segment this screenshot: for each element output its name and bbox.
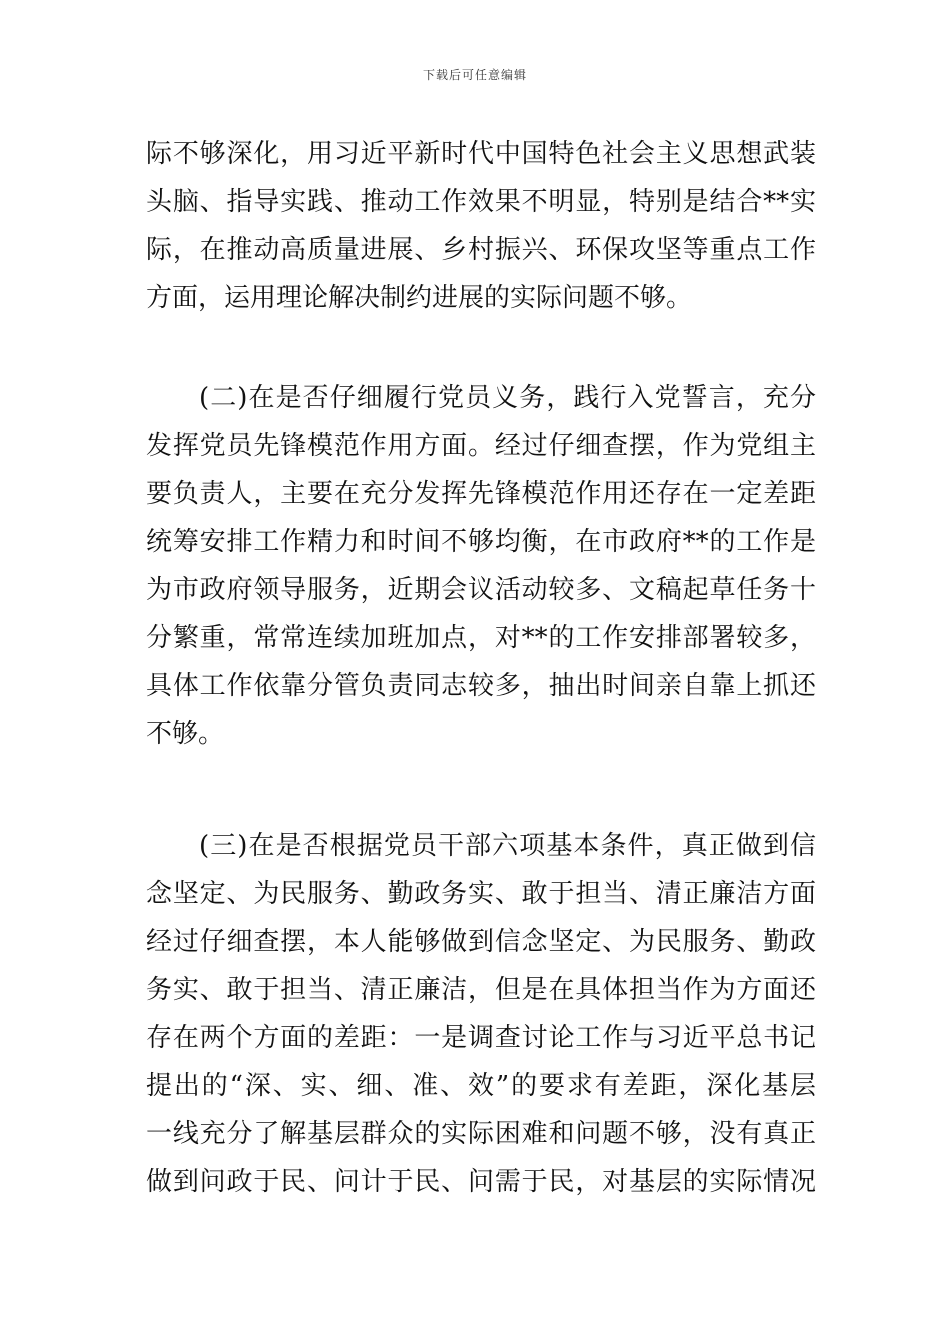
text-line: 提出的“深、实、细、准、效”的要求有差距，深化基层 xyxy=(146,1071,816,1101)
text-line: 方面，运用理论解决制约进展的实际问题不够。 xyxy=(146,283,693,313)
text-line: 念坚定、为民服务、勤政务实、敢于担当、清正廉洁方面 xyxy=(146,879,816,909)
text-line: 经过仔细查摆，本人能够做到信念坚定、为民服务、勤政 xyxy=(146,927,816,957)
page-header-note: 下载后可任意编辑 xyxy=(422,68,527,82)
text-line: (三)在是否根据党员干部六项基本条件，真正做到信 xyxy=(199,831,816,861)
paragraph-section-three xyxy=(146,822,816,1206)
paragraph-continuation xyxy=(146,130,816,322)
text-line: 做到问政于民、问计于民、问需于民，对基层的实际情况 xyxy=(146,1167,816,1197)
text-line: 统筹安排工作精力和时间不够均衡，在市政府**的工作是 xyxy=(146,527,816,557)
text-line: 分繁重，常常连续加班加点，对**的工作安排部署较多， xyxy=(146,623,816,653)
text-line: 务实、敢于担当、清正廉洁，但是在具体担当作为方面还 xyxy=(146,975,816,1005)
text-line: 存在两个方面的差距：一是调查讨论工作与习近平总书记 xyxy=(146,1023,816,1053)
text-line: (二)在是否仔细履行党员义务，践行入党誓言，充分 xyxy=(199,383,816,413)
text-line: 要负责人，主要在充分发挥先锋模范作用还存在一定差距 xyxy=(146,479,816,509)
text-line: 具体工作依靠分管负责同志较多，抽出时间亲自靠上抓还 xyxy=(146,671,816,701)
text-line: 头脑、指导实践、推动工作效果不明显，特别是结合**实 xyxy=(146,187,816,217)
paragraph-section-two xyxy=(146,374,816,758)
text-line: 发挥党员先锋模范作用方面。经过仔细查摆，作为党组主 xyxy=(146,431,816,461)
text-line: 为市政府领导服务，近期会议活动较多、文稿起草任务十 xyxy=(146,575,816,605)
text-line: 一线充分了解基层群众的实际困难和问题不够，没有真正 xyxy=(146,1119,816,1149)
text-line: 际不够深化，用习近平新时代中国特色社会主义思想武装 xyxy=(146,139,816,169)
text-line: 不够。 xyxy=(146,719,225,749)
text-line: 际，在推动高质量进展、乡村振兴、环保攻坚等重点工作 xyxy=(146,235,816,265)
